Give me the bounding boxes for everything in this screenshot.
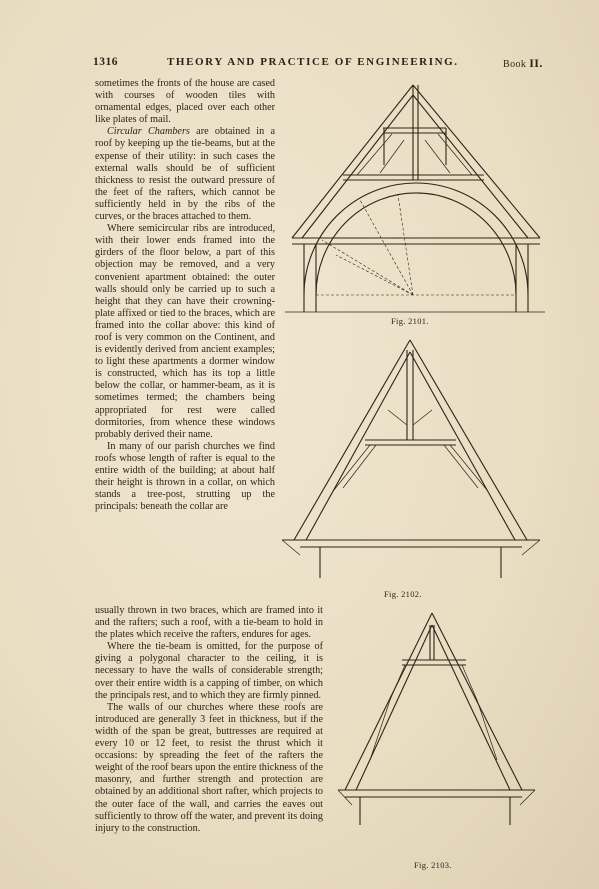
paragraph-5: Where the tie-beam is omitted, for the purpose of giving a polygonal character to the ceiling, it is necessary to have the walls of considerable strength; over their entire width is a capping of timber, on which the principals rest, and to which they are firmly pinned. xyxy=(95,641,323,701)
paragraph-4b: usually thrown in two braces, which are framed into it and the rafters; such a roof, with a tie-beam to hold in the plates which receive the rafters, endures for ages. xyxy=(95,605,323,641)
paragraph-1: sometimes the fronts of the house are cased with courses of wooden tiles with ornamental edges, placed over each other like plates of mail. xyxy=(95,78,275,126)
page-number: 1316 xyxy=(93,56,118,68)
figure-2103-drawing xyxy=(338,613,535,825)
paragraph-3: Where semicircular ribs are introduced, with their lower ends framed into the girders of the floor below, a part of this objection may be removed, and a very convenient apartment obtained: the outer walls should only be carried up to such a height that they can have their crowning-plate affixed or tied to the braces, which are framed into the collar above: this kind of roof is very common on the Continent, and is evidently derived from ancient examples; to light these apartments a dormer window is constructed, which has its top a little below the collar, or hammer-beam, as it is sometimes termed; the chambers being appropriated for rest were called dormitories, from whence these windows probably derived their name. xyxy=(95,223,275,440)
figure-2101-caption: Fig. 2101. xyxy=(391,316,429,326)
figure-2103-caption: Fig. 2103. xyxy=(414,860,452,870)
figure-2101-drawing xyxy=(285,85,545,312)
paragraph-6: The walls of our churches where these roofs are introduced are generally 3 feet in thickness, but if the width of the span be great, buttresses are required at every 10 or 12 feet, to resist the thrust which it occasions: by spreading the feet of the rafters the weight of the roof bears upon the entire thickness of the masonry, and further strength and protection are obtained by an additional short rafter, which projects to the outer face of the wall, and carries the eaves out sufficiently to throw off the water, and prevent its doing injury to the construction. xyxy=(95,701,323,834)
figure-2102-drawing xyxy=(282,340,540,578)
paragraph-2-heading: Circular Chambers xyxy=(107,126,190,138)
paragraph-2-body: are obtained in a roof by keeping up the tie-beams, but at the expense of their utility: in such cases the external walls should be of sufficient thickness to resist the outward pressure of the feet of the rafters, which cannot be sufficiently held in by the ribs of the curves, or the braces attached to them. xyxy=(95,126,275,223)
running-title: THEORY AND PRACTICE OF ENGINEERING. xyxy=(167,56,459,68)
book-number: II. xyxy=(529,56,543,70)
figure-2102-caption: Fig. 2102. xyxy=(384,589,422,599)
book-word: Book xyxy=(503,59,527,70)
paragraph-4a: In many of our parish churches we find roofs whose length of rafter is equal to the entire width of the building; at about half their height is thrown in a collar, on which stands a tree-post, strutting up the principals: beneath the collar are xyxy=(95,440,275,513)
